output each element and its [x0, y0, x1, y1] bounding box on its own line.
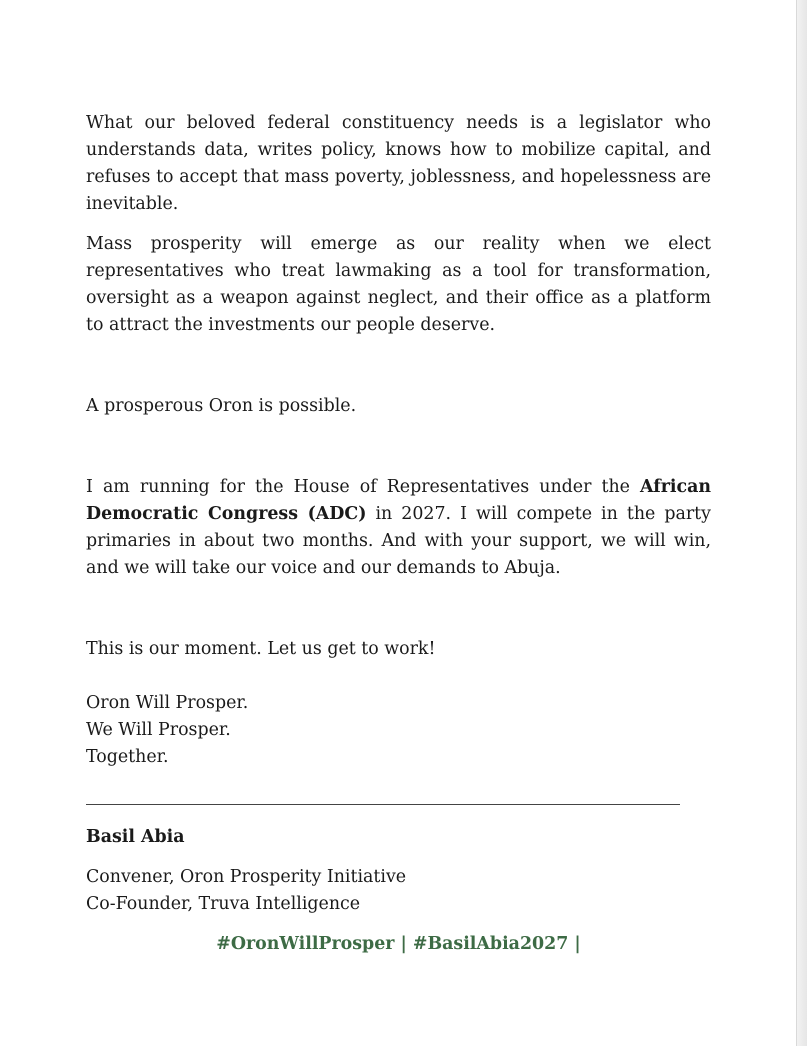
signature-divider	[86, 804, 680, 805]
candidacy-text-end: in 2027. I will compete in the party primaries in about two months. And with your support, we will win, and we will take our voice and our demands to Abuja.	[86, 504, 711, 578]
closing-lines	[86, 690, 711, 771]
closing-line: Together.	[86, 747, 169, 767]
signatory-titles	[86, 864, 406, 918]
campaign-hashtags: #OronWillProsper | #BasilAbia2027 |	[216, 934, 581, 954]
party-name: African Democratic Congress (ADC)	[86, 477, 711, 524]
paragraph-legislator-needs: What our beloved federal constituency needs is a legislator who understands data, writes policy, knows how to mobilize capital, and refuses to accept that mass poverty, joblessness, and hopelessness are inevitable.	[86, 113, 711, 214]
page-edge	[796, 0, 807, 1046]
closing-line: Oron Will Prosper.	[86, 693, 249, 713]
paragraph-prosperous-oron: A prosperous Oron is possible.	[86, 396, 357, 416]
signatory-name: Basil Abia	[86, 827, 185, 847]
paragraph-candidacy	[86, 474, 711, 582]
closing-line: We Will Prosper.	[86, 720, 231, 740]
signatory-title: Co-Founder, Truva Intelligence	[86, 894, 361, 914]
paragraph-call-to-action: This is our moment. Let us get to work!	[86, 639, 436, 659]
letter-body	[86, 110, 711, 771]
paragraph-mass-prosperity: Mass prosperity will emerge as our reality when we elect representatives who treat lawmaking as a tool for transformation, oversight as a weapon against neglect, and their office as a platform to attract the investments our people deserve.	[86, 234, 711, 335]
candidacy-text-start: I am running for the House of Representatives under the	[86, 477, 641, 497]
signatory-title: Convener, Oron Prosperity Initiative	[86, 867, 407, 887]
